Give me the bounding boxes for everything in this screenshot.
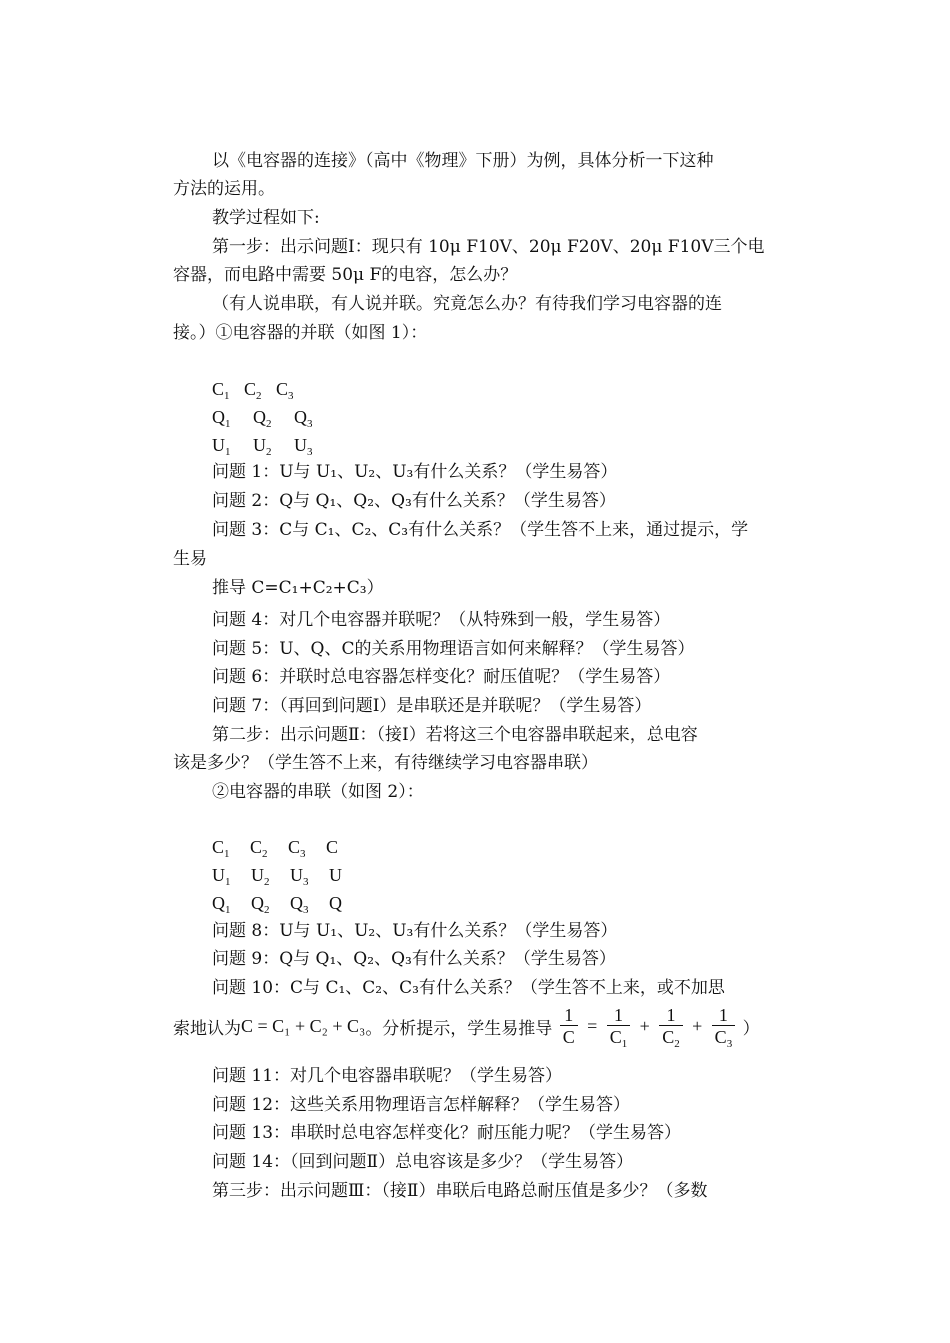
fig2-c2: $C_2$ [250,837,268,860]
question-7: 问题 7：（再回到问题Ⅰ）是串联还是并联呢？（学生易答） [212,696,652,716]
plus-sign-1: + [639,1016,650,1036]
question-12: 问题 12：这些关系用物理语言怎样解释？（学生易答） [212,1095,631,1115]
step3-line-1: 第三步：出示问题Ⅲ：（接Ⅱ）串联后电路总耐压值是多少？（多数 [212,1181,708,1201]
remark-line-2: 接。）①电容器的并联（如图 1）： [173,323,428,343]
frac-1-over-c1: $\frac{1}{C_1}$ [607,1005,631,1048]
fig2-c-total: C [326,837,339,857]
fig2-q3: $Q_3$ [290,893,309,916]
fig1-c2: $C_2$ [244,379,262,402]
question-3-line-1: 问题 3：C与 C₁、C₂、C₃有什么关系？（学生答不上来，通过提示，学 [212,520,749,540]
question-9: 问题 9：Q与 Q₁、Q₂、Q₃有什么关系？（学生易答） [212,949,616,969]
fig1-c3: $C_3$ [276,379,294,402]
step1-line-1: 第一步：出示问题Ⅰ：现只有 10μ F10V、20μ F20V、20μ F10V三个电 [212,237,765,257]
fig2-u3: $U_3$ [290,865,309,888]
question-10-formula-line [173,1005,760,1061]
series-title: ②电容器的串联（如图 2）： [212,782,424,802]
fig2-q2: $Q_2$ [251,893,270,916]
question-5: 问题 5：U、Q、C的关系用物理语言如何来解释？（学生易答） [212,639,695,659]
intro-line-2: 方法的运用。 [173,179,275,199]
fig2-u2: $U_2$ [251,865,270,888]
question-14: 问题 14：（回到问题Ⅱ）总电容该是多少？（学生易答） [212,1152,634,1172]
fig2-row-u [212,864,352,886]
fig2-q1: $Q_1$ [212,893,231,916]
remark-line-1: （有人说串联，有人说并联。究竟怎么办？有待我们学习电容器的连 [212,294,722,314]
fig1-q3: $Q_3$ [294,407,313,430]
fig2-q-total: Q [329,893,342,913]
process-title: 教学过程如下: [212,208,320,228]
frac-1-over-c: $\frac{1}{C}$ [560,1005,578,1048]
frac-1-over-c2: $\frac{1}{C_2}$ [659,1005,683,1048]
fig2-u-total: U [329,865,342,885]
question-4: 问题 4：对几个电容器并联呢？（从特殊到一般，学生易答） [212,610,671,630]
question-8: 问题 8：U与 U₁、U₂、U₃有什么关系？（学生易答） [212,921,618,941]
question-2: 问题 2：Q与 Q₁、Q₂、Q₃有什么关系？（学生易答） [212,491,616,511]
fig2-row-c [212,836,348,858]
q10-prefix: 索地认为 [173,1019,241,1039]
step2-line-2: 该是多少？（学生答不上来，有待继续学习电容器串联） [173,753,598,773]
fig1-u1: $U_1$ [212,435,231,458]
q10-sum-formula: C = C₁ + C₂ + C₃ [241,1016,366,1036]
question-11: 问题 11：对几个电容器串联呢？（学生易答） [212,1066,563,1086]
fig1-c1: $C_1$ [212,379,230,402]
q10-suffix: ） [742,1019,760,1039]
question-3-line-3: 推导 C=C₁+C₂+C₃） [212,578,384,598]
fig1-u2: $U_2$ [253,435,272,458]
question-3-line-2: 生易 [173,549,207,569]
step1-line-2: 容器，而电路中需要 50μ F的电容，怎么办？ [173,265,518,285]
fig2-u1: $U_1$ [212,865,231,888]
plus-sign-2: + [692,1016,703,1036]
fig1-row-c [212,378,304,400]
frac-1-over-c3: $\frac{1}{C_3}$ [712,1005,736,1048]
fig1-u3: $U_3$ [294,435,313,458]
fig1-q1: $Q_1$ [212,407,231,430]
question-13: 问题 13：串联时总电容怎样变化？耐压能力呢？（学生易答） [212,1123,682,1143]
equals-sign: = [587,1016,598,1036]
fig1-row-q [212,406,323,428]
question-1: 问题 1：U与 U₁、U₂、U₃有什么关系？（学生易答） [212,462,618,482]
q10-mid: 。分析提示，学生易推导 [365,1019,553,1039]
fig2-c3: $C_3$ [288,837,306,860]
step2-line-1: 第二步：出示问题Ⅱ：（接Ⅰ）若将这三个电容器串联起来，总电容 [212,725,698,745]
fig2-row-q [212,892,352,914]
fig2-c1: $C_1$ [212,837,230,860]
fig1-row-u [212,434,323,456]
question-6: 问题 6：并联时总电容器怎样变化？耐压值呢？（学生易答） [212,667,671,687]
fig1-q2: $Q_2$ [253,407,272,430]
question-10-line-1: 问题 10：C与 C₁、C₂、C₃有什么关系？（学生答不上来，或不加思 [212,978,725,998]
intro-line-1: 以《电容器的连接》（高中《物理》下册）为例，具体分析一下这种 [212,151,714,171]
